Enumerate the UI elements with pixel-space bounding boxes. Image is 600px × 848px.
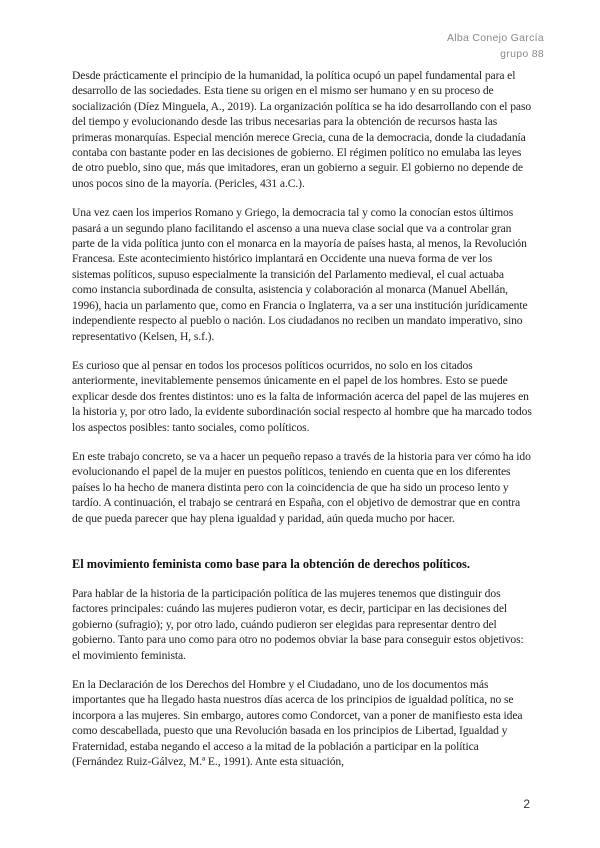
group-label: grupo 88 xyxy=(500,48,544,60)
document-body xyxy=(72,68,532,783)
section-heading: El movimiento feminista como base para la obtención de derechos políticos. xyxy=(72,556,470,571)
paragraph-1: Desde prácticamente el principio de la humanidad, la política ocupó un papel fundamental para el desarrollo de las sociedades. Esta tiene su origen en el mismo ser humano y en su proceso de socialización (Díez Minguela, A., 2019). La organización política se ha ido desarrollando con el paso del tiempo y evolucionando desde las tribus necesarias para la obtención de recursos hasta las primeras monarquías. Especial mención merece Grecia, cuna de la democracia, donde la ciudadanía contaba con bastante poder en las decisiones de gobierno. El régimen político no emulaba las leyes de otro pueblo, sino que, más que imitadores, eran un gobierno a seguir. El gobierno no depende de unos pocos sino de la mayoría. (Pericles, 431 a.C.). xyxy=(72,69,532,190)
paragraph-2: Una vez caen los imperios Romano y Griego, la democracia tal y como la conocían estos últimos pasará a un segundo plano facilitando el ascenso a una nueva clase social que va a controlar gran parte de la vida política junto con el monarca en la mayoría de países hasta, al menos, la Revolución Francesa. Este acontecimiento histórico implantará en Occidente una nueva forma de ver los sistemas políticos, supuso especialmente la transición del Parlamento medieval, el cual actuaba como instancia subordinada de consulta, asistencia y colaboración al monarca (Manuel Abellán, 1996), hacia un parlamento que, como en Francia o Inglaterra, va a ser una institución jurídicamente independiente respecto al pueblo o nación. Los ciudadanos no reciben un mandato imperativo, sino representativo (Kelsen, H, s.f.). xyxy=(72,206,528,343)
paragraph-4: En este trabajo concreto, se va a hacer un pequeño repaso a través de la historia para ver cómo ha ido evolucionando el papel de la mujer en puestos políticos, teniendo en cuenta que en los diferentes países lo ha hecho de manera distinta pero con la coincidencia de que ha sido un proceso lento y tardío. A continuación, el trabajo se centrará en España, con el objetivo de demostrar que en contra de que pueda parecer que hay plena igualdad y paridad, aún queda mucho por hacer. xyxy=(72,449,531,525)
paragraph-3: Es curioso que al pensar en todos los procesos políticos ocurridos, no solo en los citados anteriormente, inevitablemente pensemos únicamente en el papel de los hombres. Esto se puede explicar desde dos frentes distintos: uno es la falta de información acerca del papel de las mujeres en la historia y, por otro lado, la evidente subordinación social respecto al hombre que ha marcado todos los aspectos posibles: tanto sociales, como políticos. xyxy=(72,358,532,434)
page-header xyxy=(447,30,544,62)
page-number: 2 xyxy=(523,797,530,811)
paragraph-6: En la Declaración de los Derechos del Hombre y el Ciudadano, uno de los documentos más importantes que ha llegado hasta nuestros días acerca de los principios de igualdad política, no se incorpora a las mujeres. Sin embargo, autores como Condorcet, van a poner de manifiesto esta idea como descabellada, puesto que una Revolución basada en los principios de Libertad, Igualdad y Fraternidad, estaba negando el acceso a la mitad de la población a participar en la política (Fernández Ruiz-Gálvez, M.ª E., 1991). Ante esta situación, xyxy=(72,678,523,769)
author-name: Alba Conejo García xyxy=(446,32,544,44)
paragraph-5: Para hablar de la historia de la participación política de las mujeres tenemos que distinguir dos factores principales: cuándo las mujeres pudieron votar, es decir, participar en las decisiones del gobierno (sufragio); y, por otro lado, cuándo pudieron ser elegidas para representar dentro del gobierno. Tanto para uno como para otro no podemos obviar la base para conseguir estos objetivos: el movimiento feminista. xyxy=(72,586,524,662)
